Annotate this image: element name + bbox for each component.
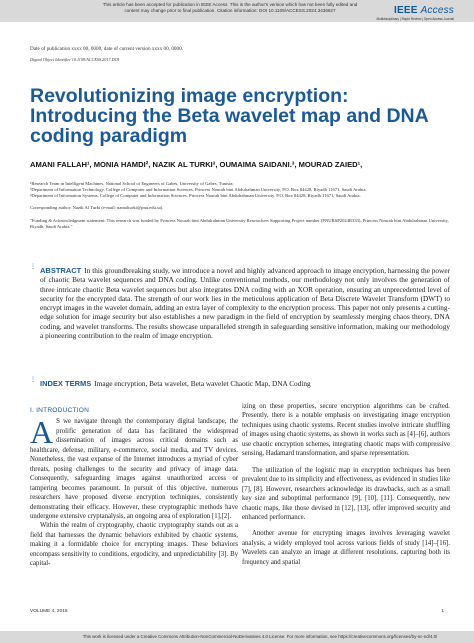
abstract-block — [40, 266, 450, 340]
acceptance-notice — [80, 2, 380, 14]
affiliation-2: ²Department of Information Technology, College of Computer and Information Sciences, Princess Nourah bint Abdulrahman University, P.O. Box 84428, Riyadh 11671, Saudi Arabia — [30, 187, 366, 193]
paper-title: Revolutionizing image encryption: Introducing the Beta wavelet map and DNA coding paradigm — [30, 85, 428, 147]
ieee-access-logo — [394, 5, 454, 16]
intro-paragraph-1 — [30, 414, 238, 521]
drop-cap: A — [30, 414, 54, 451]
notice-line-1: This article has been accepted for publication in IEEE Access. This is the author's version which has not been fully edited and — [102, 2, 358, 7]
index-terms-block — [40, 379, 450, 388]
affiliation-1: ¹Research Team in Intelligent Machines, National School of Engineers of Gabes, University of Gabes, Tunisia; — [30, 181, 234, 186]
right-column — [242, 402, 450, 567]
doi-line: Digital Object Identifier 10.1109/ACCESS.2017.DOI — [30, 57, 120, 62]
funding-statement: "Funding & Acknowledgment statement: This research was funded by Princess Nourah bint Abdulrahman University Researchers Supporting Project number (PNURSP2024R333), Princess Nourah bint Abdulrahman University, Riyadh, Saudi Arabia." — [30, 218, 449, 230]
intro-paragraph-4: The utilization of the logistic map in encryption techniques has been prevalent due to its simplicity and effectiveness, as evidenced in studies like [7], [8]. However, researchers acknowledge its drawbacks, such as a small key size and suboptimal performance [9], [10], [11]. Consequently, new chaotic maps, like those devised in [12], [13], offer improved security and enhanced performance. — [242, 466, 450, 521]
license-bar — [0, 631, 474, 643]
license-text: This work is licensed under a Creative Commons Attribution-NonCommercial-NoDerivatives 4.0 License. For more information, see https://creativecommons.org/licenses/by-nc-nd/4.0/ — [82, 634, 438, 639]
journal-tagline: Multidisciplinary | Rapid Review | Open Access Journal — [376, 17, 454, 21]
page-number: 1 — [441, 609, 444, 614]
publication-date: Date of publication xxxx 00, 0000, date of current version xxxx 00, 0000. — [30, 46, 183, 52]
index-terms-marker-icon: ⋮ — [30, 377, 36, 383]
intro-paragraph-2: Within the realm of cryptography, chaotic cryptography stands out as a field that harnesses the dynamic behaviors exhibited by chaotic systems, making it a formidable choice for encrypting images. These behaviors encompass sensitivity to conditions, ergodicity, and unpredictability [3]. By capital- — [30, 522, 238, 568]
abstract-label: ABSTRACT — [40, 266, 82, 275]
access-brand: Access — [420, 5, 454, 16]
abstract-marker-icon: ⋮ — [30, 264, 36, 270]
intro-paragraph-1-text: S we navigate through the contemporary digital landscape, the prolific generation of data has facilitated the widespread dissemination of images across critical domains such as healthcare, defense, military, e-commerce, social media, and TV devices. Nonetheless, the vast expanse of the Internet introduces a myriad of cyber threats, posing challenges to the security and privacy of image data. Consequently, safeguarding images against unauthorized access or tampering becomes paramount. In pursuit of this objective, numerous researchers have proposed diverse encryption techniques, consistently demonstrating their efficacy. However, these cryptographic methods have undergone extensive cryptanalysis, an ongoing area of exploration [1],[2]. — [30, 418, 238, 520]
intro-paragraph-3: izing on these properties, secure encryption algorithms can be crafted. Presently, there is a notable emphasis on investigating image encryption techniques using chaotic systems. Recent studies involve intricate shuffling of images using chaotic systems, as shown in works such as [4]–[6], authors use chaotic encryption schemes, integrating chaotic maps with compressive sensing, Hadamard transformation, and sparse representation. — [242, 403, 450, 458]
author-list: AMANI FALLAH¹, MONIA HAMDI², NAZIK AL TURKI³, OUMAIMA SAIDANI.³, MOURAD ZAIED¹, — [30, 160, 363, 169]
volume-label: VOLUME 4, 2016 — [30, 609, 68, 614]
notice-line-2: content may change prior to final publication. Citation information: DOI 10.1109/ACCESS.2024.3436627 — [124, 8, 336, 13]
section-heading-introduction: I. INTRODUCTION — [30, 407, 90, 414]
abstract-text: In this groundbreaking study, we introduce a novel and highly advanced approach to image encryption, harnessing the power of chaotic Beta wavelet sequences and DNA coding. Unlike conventional methods, our methodology not only involves the generation of three intricate chaotic Beta wavelet sequences but also integrates DNA coding with an XOR operation, ensuring an unprecedented level of security for the encrypted data. The strength of our work lies in the meticulous application of Beta Discrete Wavelet Transform (DWT) to encrypt images in the wavelet domain, adding an extra layer of complexity to the encryption process. This paper not only presents a cutting-edge solution for image security but also establishes a new paradigm in the field of encryption by seamlessly merging chaos theory, DNA coding, and wavelet transforms. The results showcase unparalleled strength in safeguarding sensitive information, making our methodology a pioneering contribution to the realm of image encryption. — [40, 266, 450, 341]
corresponding-author: Corresponding author: Nazik Al Turki (e-mail: namalturki@pnu.edu.sa). — [30, 205, 164, 211]
top-notice-bar — [0, 0, 474, 22]
left-column — [30, 402, 238, 569]
intro-paragraph-5: Another avenue for encrypting images involves leveraging wavelet analysis, a widely employed tool across various fields of study [14]–[16]. Wavelets can analyze an image at different resolutions, capturing both its frequency and spatial — [242, 530, 450, 566]
ieee-brand: IEEE — [393, 5, 418, 16]
index-terms-label: INDEX TERMS — [40, 379, 92, 388]
affiliation-3: ³Department of Information Systems, College of Computer and Information Sciences, Princess Nourah bint Abdulrahman University, P.O. Box 84428, Riyadh 11671, Saudi Arabia. — [30, 193, 361, 199]
index-terms-text: Image encryption, Beta wavelet, Beta wavelet Chaotic Map, DNA Coding — [94, 379, 311, 388]
affiliations-block — [30, 181, 450, 231]
